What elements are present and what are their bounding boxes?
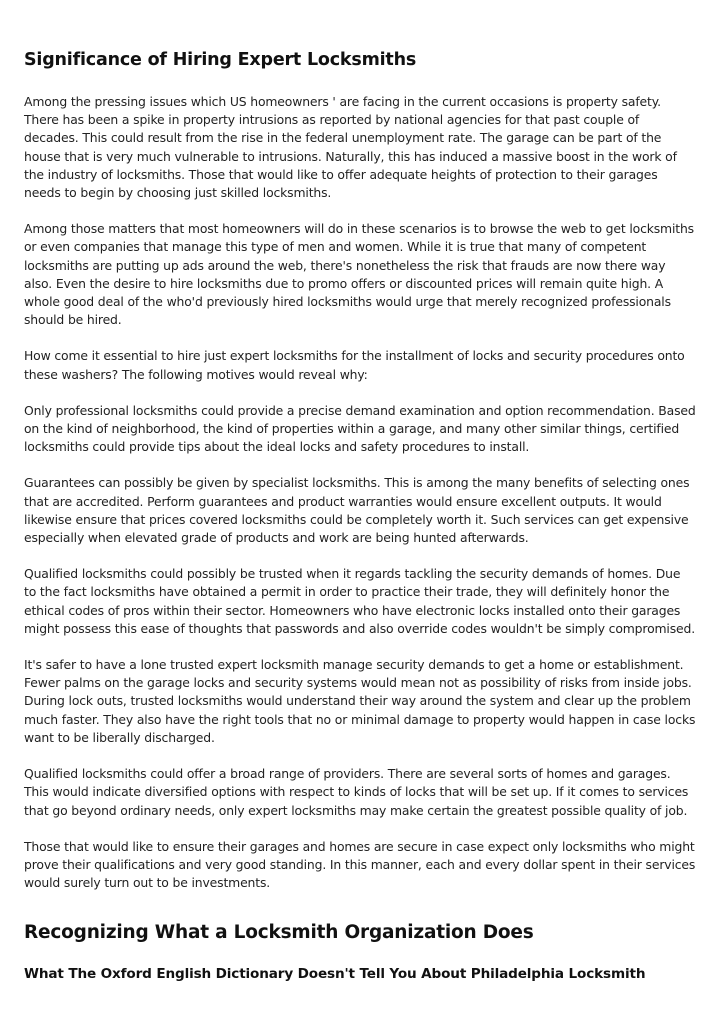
paragraph-7: It's safer to have a lone trusted expert locksmith manage security demands to get a home or establishment. Fewer palms on the garage locks and security systems would mean not as possibility of risks from inside jobs. During lock outs, trusted locksmiths would understand their way around the system and clear up the problem much faster. They also have the right tools that no or minimal damage to property would happen in case locks want to be liberally discharged.	[24, 657, 696, 745]
article-title: Significance of Hiring Expert Locksmiths	[24, 50, 417, 70]
paragraph-6: Qualified locksmiths could possibly be trusted when it regards tackling the security demands of homes. Due to the fact locksmiths have obtained a permit in order to practice their trade, they will definitely honor the ethical codes of pros within their sector. Homeowners who have electronic locks installed onto their garages might possess this ease of thoughts that passwords and also override codes wouldn't be simply compromised.	[24, 566, 695, 636]
paragraph-3: How come it essential to hire just expert locksmiths for the installment of locks and security procedures onto these washers? The following motives would reveal why:	[24, 348, 685, 382]
paragraph-2: Among those matters that most homeowners will do in these scenarios is to browse the web to get locksmiths or even companies that manage this type of men and women. While it is true that many of competent locksmiths are putting up ads around the web, there's nonetheless the risk that frauds are now there way also. Even the desire to hire locksmiths due to promo offers or discounted prices will remain quite high. A whole good deal of the who'd previously hired locksmiths would urge that merely recognized professionals should be hired.	[24, 221, 694, 328]
paragraph-1: Among the pressing issues which US homeowners ' are facing in the current occasions is property safety. There has been a spike in property intrusions as reported by national agencies for that past couple of decades. This could result from the rise in the federal unemployment rate. The garage can be part of the house that is very much vulnerable to intrusions. Naturally, this has induced a massive boost in the work of the industry of locksmiths. Those that would like to offer adequate heights of protection to their garages needs to begin by choosing just skilled locksmiths.	[24, 94, 677, 201]
paragraph-8: Qualified locksmiths could offer a broad range of providers. There are several sorts of homes and garages. This would indicate diversified options with respect to kinds of locks that will be set up. If it comes to services that go beyond ordinary needs, only expert locksmiths may make certain the greatest possible quality of job.	[24, 766, 689, 818]
subheading: What The Oxford English Dictionary Doesn't Tell You About Philadelphia Locksmith	[24, 966, 646, 983]
section-heading: Recognizing What a Locksmith Organization Does	[24, 922, 534, 944]
paragraph-5: Guarantees can possibly be given by specialist locksmiths. This is among the many benefits of selecting ones that are accredited. Perform guarantees and product warranties would ensure excellent outputs. It would likewise ensure that prices covered locksmiths could be completely worth it. Such services can get expensive especially when elevated grade of products and work are being hunted afterwards.	[24, 475, 690, 546]
paragraph-9: Those that would like to ensure their garages and homes are secure in case expect only locksmiths who might prove their qualifications and very good standing. In this manner, each and every dollar spent in their services would surely turn out to be investments.	[24, 838, 696, 891]
paragraph-4: Only professional locksmiths could provide a precise demand examination and option recommendation. Based on the kind of neighborhood, the kind of properties within a garage, and many other similar things, certified locksmiths could provide tips about the ideal locks and safety procedures to install.	[24, 402, 696, 455]
